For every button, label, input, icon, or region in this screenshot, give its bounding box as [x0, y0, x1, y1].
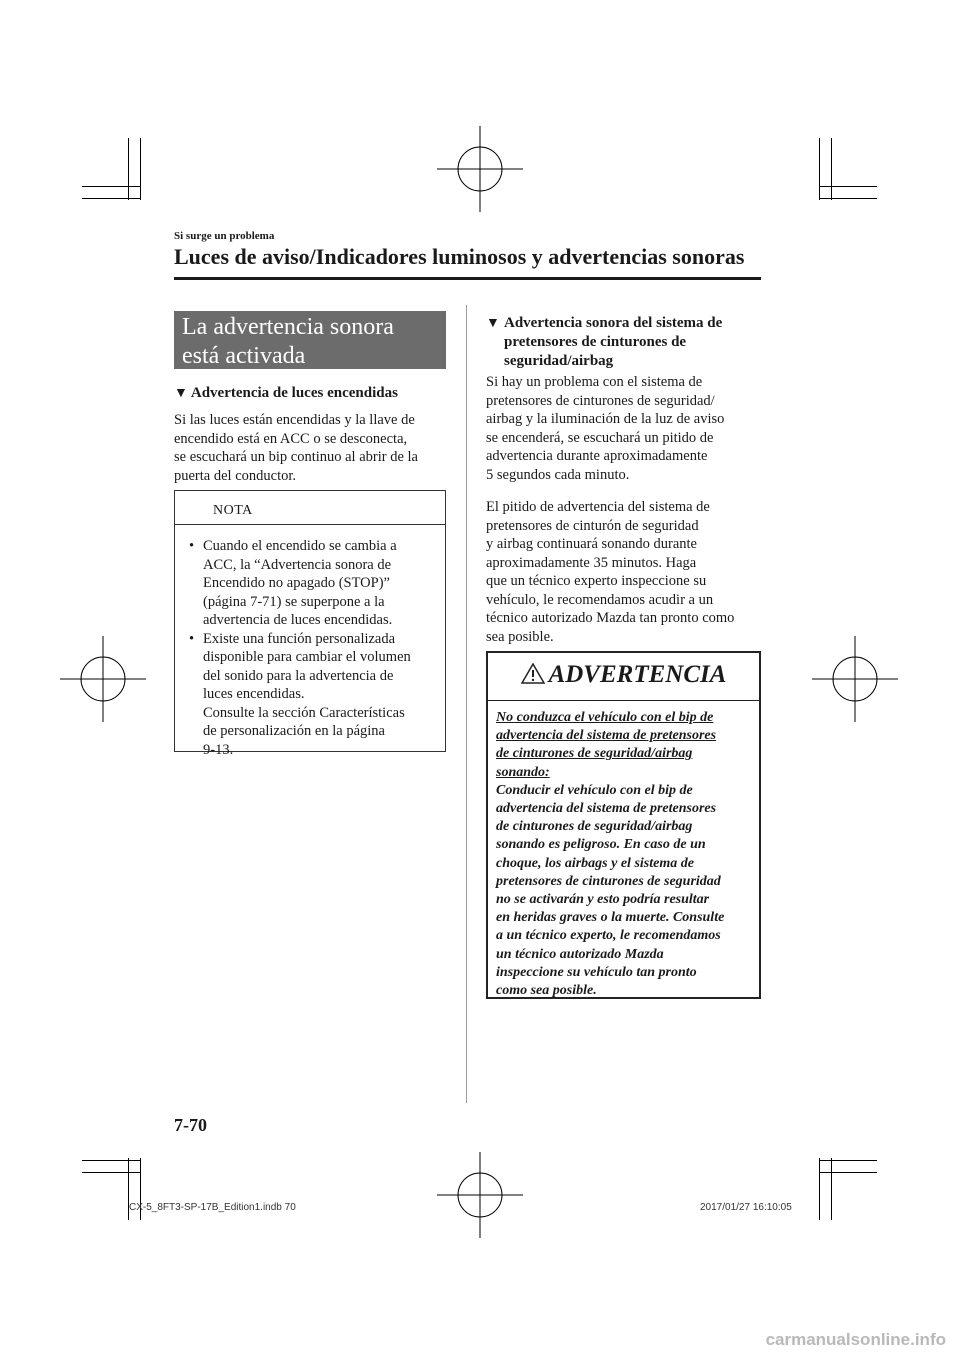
crop-mark [82, 1160, 140, 1161]
subheading-lights-on [174, 384, 398, 403]
crop-mark [128, 138, 129, 200]
note-item [189, 630, 439, 760]
text-line: ACC, la “Advertencia sonora de [203, 556, 392, 573]
text-line: luces encendidas. [203, 686, 305, 702]
crop-mark [819, 1158, 820, 1220]
page-title: Luces de aviso/Indicadores luminosos y advertencias sonoras [174, 244, 745, 269]
registration-mark-icon [437, 126, 523, 212]
text-line: puerta del conductor. [174, 467, 296, 484]
watermark: carmanualsonline.info [765, 1330, 946, 1349]
text-line: (página 7-71) se superpone a la [203, 593, 385, 610]
section-banner-line: está activada [182, 343, 306, 369]
text-line: El pitido de advertencia del sistema de [486, 499, 710, 515]
bullet-icon: • [189, 630, 195, 647]
warning-line: Conducir el vehículo con el bip de [496, 782, 693, 798]
text-line: 9-13. [203, 741, 234, 758]
crop-mark [819, 186, 877, 187]
crop-mark [819, 138, 820, 200]
triangle-marker-icon: ▼ [174, 386, 188, 401]
section-banner [174, 311, 446, 369]
bullet-icon: • [189, 538, 195, 554]
warning-line: inspeccione su vehículo tan pronto [496, 964, 697, 980]
text-line: que un técnico experto inspeccione su [486, 573, 707, 589]
warning-body [496, 709, 758, 1000]
text-line: advertencia durante aproximadamente [486, 448, 708, 464]
text-line: pretensores de cinturón de seguridad [486, 517, 699, 534]
note-list [189, 537, 439, 759]
warning-line-underlined: No conduzca el vehículo con el bip de [496, 710, 714, 725]
crop-mark [831, 1158, 832, 1220]
warning-divider [488, 700, 759, 701]
text-line: se encenderá, se escuchará un pitido de [486, 429, 714, 446]
note-item [189, 537, 439, 630]
text-line: de personalización en la página [203, 723, 385, 739]
section-banner-line: La advertencia sonora [182, 314, 394, 340]
warning-line: choque, los airbags y el sistema de [496, 855, 694, 871]
crop-mark [819, 198, 877, 199]
warning-line: no se activarán y esto podría resultar [496, 892, 710, 908]
section-label: Si surge un problema [174, 230, 275, 242]
note-box [174, 490, 446, 758]
warning-line: de cinturones de seguridad/airbag [496, 819, 693, 835]
note-title: NOTA [213, 503, 253, 518]
registration-mark-icon [812, 636, 898, 722]
warning-line-underlined: de cinturones de seguridad/airbag [496, 746, 693, 762]
text-line: Si las luces están encendidas y la llave de [174, 412, 415, 428]
text-line: Cuando el encendido se cambia a [203, 538, 397, 554]
text-line: pretensores de cinturones de seguridad/ [486, 392, 715, 409]
text-line: encendido está en ACC o se desconecta, [174, 430, 408, 447]
warning-line: en heridas graves o la muerte. Consulte [496, 910, 725, 926]
warning-box [486, 651, 761, 999]
airbag-paragraph-1 [486, 373, 724, 484]
print-timestamp: 2017/01/27 16:10:05 [700, 1202, 792, 1213]
triangle-marker-icon: ▼ [486, 316, 500, 331]
warning-line: advertencia del sistema de pretensores [496, 801, 717, 817]
text-line: y airbag continuará sonando durante [486, 536, 697, 552]
note-divider [175, 524, 445, 525]
crop-mark [831, 138, 832, 200]
warning-triangle-icon [521, 663, 545, 684]
subheading-text: Advertencia de luces encendidas [190, 385, 398, 401]
warning-title: ADVERTENCIA [548, 661, 727, 688]
warning-line: como sea posible. [496, 983, 597, 999]
warning-line-underlined: advertencia del sistema de pretensores [496, 728, 717, 744]
crop-mark [140, 138, 141, 200]
registration-mark-icon [60, 636, 146, 722]
airbag-paragraph-2 [486, 498, 734, 646]
page-number: 7-70 [174, 1115, 207, 1135]
text-line: Consulte la sección Características [203, 704, 405, 721]
subheading-airbag [486, 314, 761, 371]
subheading-text: seguridad/airbag [504, 353, 614, 369]
text-line: advertencia de luces encendidas. [203, 612, 393, 628]
crop-mark [82, 186, 140, 187]
crop-mark [819, 1172, 877, 1173]
warning-line: a un técnico experto, le recomendamos [496, 928, 721, 944]
text-line: 5 segundos cada minuto. [486, 466, 630, 483]
text-line: disponible para cambiar el volumen [203, 649, 411, 665]
warning-heading [488, 661, 759, 689]
lights-paragraph [174, 411, 418, 485]
text-line: técnico autorizado Mazda tan pronto como [486, 610, 735, 626]
text-line: sea posible. [486, 628, 554, 645]
text-line: Encendido no apagado (STOP)” [203, 575, 390, 591]
text-line: del sonido para la advertencia de [203, 667, 394, 684]
registration-mark-icon [437, 1152, 523, 1238]
column-divider [466, 305, 467, 1103]
warning-line: un técnico autorizado Mazda [496, 946, 664, 962]
subheading-text: pretensores de cinturones de [504, 334, 687, 350]
text-line: airbag y la iluminación de la luz de aviso [486, 411, 725, 427]
text-line: se escuchará un bip continuo al abrir de la [174, 449, 418, 465]
warning-line-underlined: sonando: [496, 764, 550, 780]
crop-mark [819, 1160, 877, 1161]
text-line: vehículo, le recomendamos acudir a un [486, 591, 714, 608]
crop-mark [82, 198, 140, 199]
warning-line: sonando es peligroso. En caso de un [496, 837, 706, 853]
text-line: Existe una función personalizada [203, 630, 396, 647]
heading-rule [174, 277, 761, 280]
crop-mark [82, 1172, 140, 1173]
file-info: CX-5_8FT3-SP-17B_Edition1.indb 70 [129, 1202, 296, 1213]
warning-line: pretensores de cinturones de seguridad [496, 873, 721, 889]
text-line: aproximadamente 35 minutos. Haga [486, 554, 697, 571]
subheading-text: Advertencia sonora del sistema de [504, 315, 723, 331]
text-line: Si hay un problema con el sistema de [486, 374, 703, 390]
